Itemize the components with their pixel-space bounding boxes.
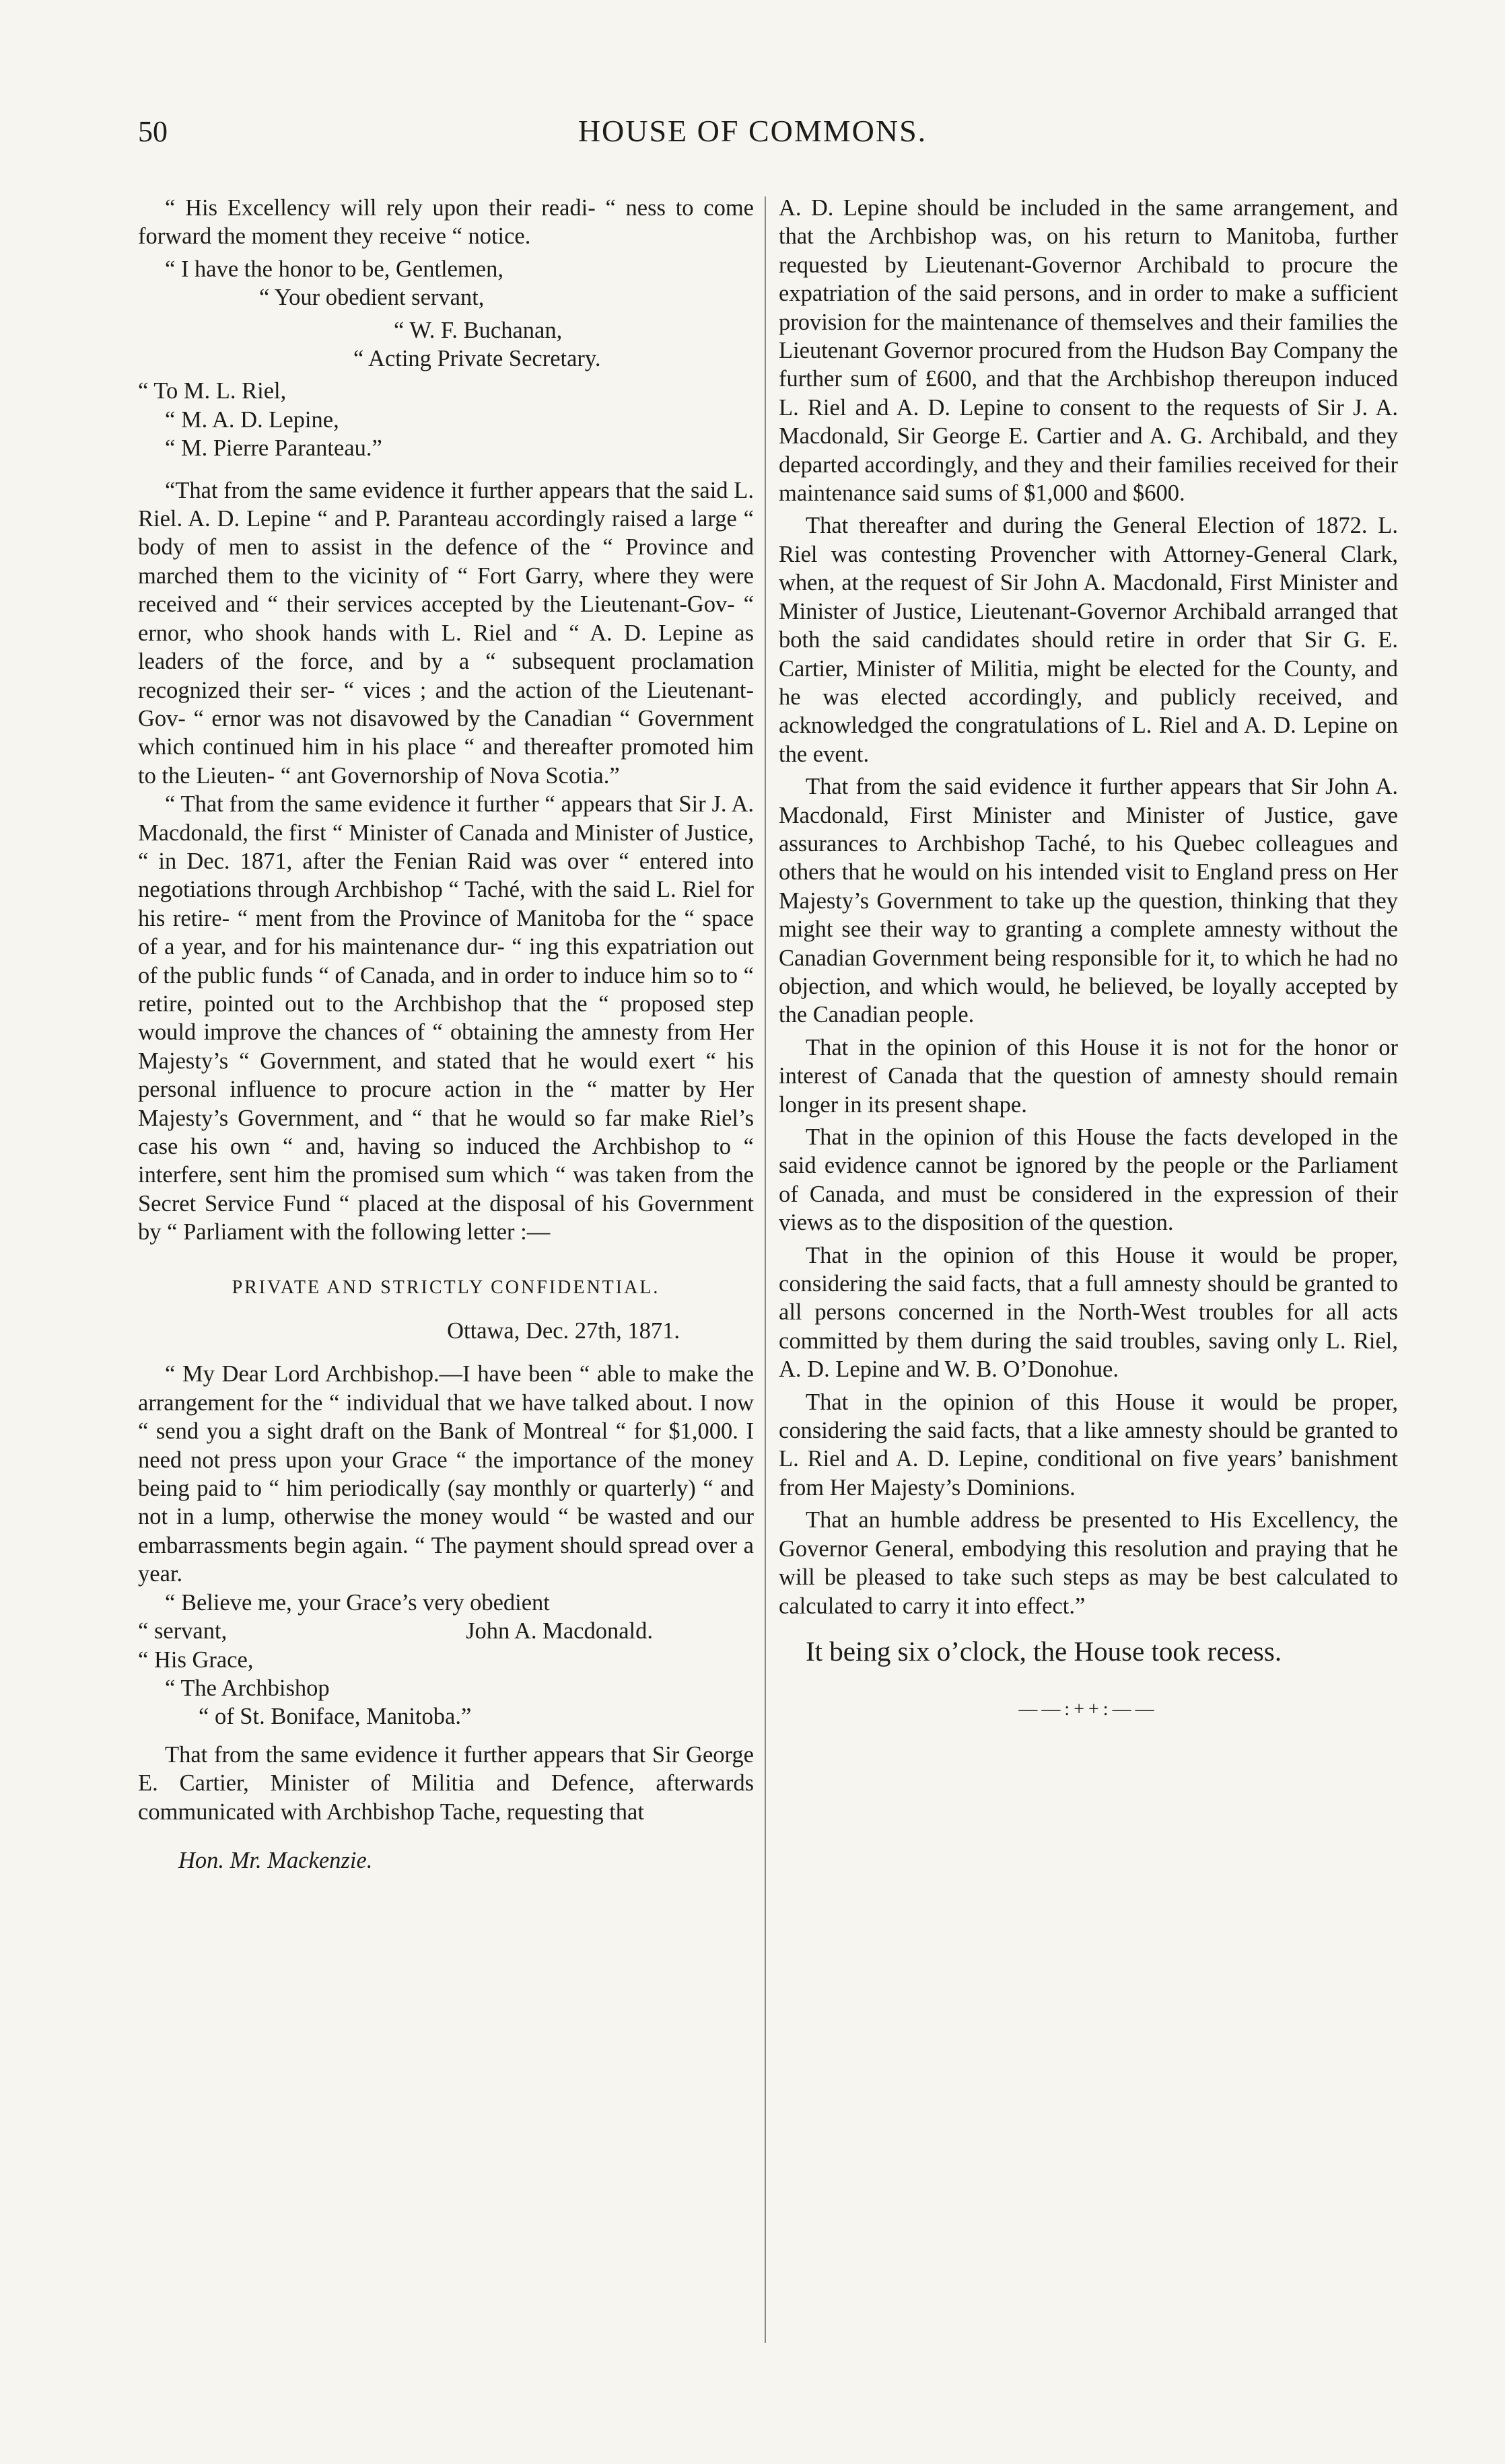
- addressee: “ M. A. D. Lepine,: [165, 406, 339, 433]
- paragraph: “ That from the same evidence it further “ appears that Sir J. A. Macdonald, the first “ Minister of Canada and Minister of Justice, “ in Dec. 1871, after the Fenian Raid was over “ entered into negotiations through Archbishop “ Taché, with the said L. Riel for his retire- “ ment from the Province of Manitoba for the “ space of a year, and for his maintenance dur- “ ing this expatriation out of the public funds “ of Canada, and in order to induce him so to “ retire, pointed out to the Archbishop that the “ proposed step would improve the chances of “ obtaining the amnesty from Her Majesty’s “ Government, and stated that he would exert “ his personal influence to procure action in the “ matter by Her Majesty’s Government, and “ that he would so far make Riel’s case his own “ and, having so induced the Archbishop to “ interfere, sent him the promised sum which “ was taken from the Secret Service Fund “ placed at the disposal of his Government by “ Parliament with the following letter :—: [138, 791, 754, 1245]
- addressee: “ His Grace,: [138, 1646, 254, 1673]
- left-column: [138, 194, 754, 1875]
- section-ornament: ——:++:——: [1018, 1698, 1158, 1720]
- signature-title: “ Acting Private Secretary.: [353, 346, 601, 372]
- addressee: “ The Archbishop: [165, 1675, 330, 1701]
- paragraph: That in the opinion of this House it is not for the honor or interest of Canada that the question of amnesty should remain longer in its present shape.: [779, 1034, 1398, 1118]
- paragraph: That in the opinion of this House it would be proper, considering the said facts, that a full amnesty should be granted to all persons concerned in the North-West troubles for all acts committed by them during the said troubles, saving only L. Riel, A. D. Lepine and W. B. O’Donohue.: [779, 1242, 1398, 1383]
- recess-notice: It being six o’clock, the House took recess.: [806, 1635, 1282, 1667]
- closing-row: [138, 1617, 754, 1645]
- paragraph: That from the said evidence it further appears that Sir John A. Macdonald, First Minister and Minister of Justice, gave assurances to Archbishop Taché, to his Quebec colleagues and others that he would on his intended visit to England press on Her Majesty’s Government to take up the question, thinking that they might see their way to granting a complete amnesty without the Canadian Government being responsible for it, to which he had no objection, and which would, he believed, be loyally accepted by the Canadian people.: [779, 774, 1398, 1028]
- paragraph: That an humble address be presented to His Excellency, the Governor General, embodying this resolution and praying that he will be pleased to take such steps as may be best calculated to calculated to carry it into effect.”: [779, 1507, 1398, 1619]
- closing-signature: John A. Macdonald.: [466, 1618, 653, 1644]
- paragraph: That from the same evidence it further appears that Sir George E. Cartier, Minister of Militia and Defence, afterwards communicated with Archbishop Tache, requesting that: [138, 1741, 754, 1825]
- paragraph: “ Your obedient servant,: [259, 285, 485, 311]
- paragraph: “That from the same evidence it further appears that the said L. Riel. A. D. Lepine “ and P. Paranteau accordingly raised a large “ body of men to assist in the defence of the “ Province and marched them to the vicinity of “ Fort Garry, where they were received and “ their services accepted by the Lieutenant-Gov- “ ernor, who shook hands with L. Riel and “ A. D. Lepine as leaders of the force, and by a “ subsequent proclamation recognized their ser- “ vices ; and the action of the Lieutenant-Gov- “ ernor was not disavowed by the Canadian “ Government which continued him in his place “ and thereafter promoted him to the Lieuten- “ ant Governorship of Nova Scotia.”: [138, 477, 754, 789]
- column-divider: [765, 196, 766, 2343]
- paragraph: “ Believe me, your Grace’s very obedient: [165, 1589, 550, 1616]
- signature-name: “ W. F. Buchanan,: [394, 317, 563, 343]
- dateline: Ottawa, Dec. 27th, 1871.: [447, 1318, 680, 1344]
- paragraph: “ I have the honor to be, Gentlemen,: [165, 256, 503, 282]
- running-title: HOUSE OF COMMONS.: [578, 114, 928, 148]
- paragraph: “ My Dear Lord Archbishop.—I have been “ able to make the arrangement for the “ individual that we have talked about. I now “ send you a sight draft on the Bank of Montreal “ for $1,000. I need not press upon your Grace “ the importance of the money being paid to “ him periodically (say monthly or quarterly) “ and not in a lump, otherwise the money would “ be wasted and our embarrassments begin again. “ The payment should spread over a year.: [138, 1361, 754, 1587]
- addressee: “ M. Pierre Paranteau.”: [165, 435, 382, 462]
- letter-heading: PRIVATE AND STRICTLY CONFIDENTIAL.: [232, 1276, 660, 1298]
- addressee: “ of St. Boniface, Manitoba.”: [199, 1704, 472, 1730]
- paragraph: “ His Excellency will rely upon their readi- “ ness to come forward the moment they receive “ notice.: [138, 195, 754, 250]
- paragraph: That in the opinion of this House it would be proper, considering the said facts, that a like amnesty should be granted to L. Riel and A. D. Lepine, conditional on five years’ banishment from Her Majesty’s Dominions.: [779, 1389, 1398, 1500]
- addressee: “ To M. L. Riel,: [138, 378, 287, 404]
- paragraph: That thereafter and during the General Election of 1872. L. Riel was contesting Provencher with Attorney-General Clark, when, at the request of Sir John A. Macdonald, First Minister and Minister of Justice, Lieutenant-Governor Archibald arranged that both the said candidates should retire in order that Sir G. E. Cartier, Minister of Militia, might be elected for the County, and he was elected accordingly, and publicly received, and acknowledged the congratulations of L. Riel and A. D. Lepine on the event.: [779, 513, 1398, 767]
- closing-servant: “ servant,: [138, 1618, 228, 1644]
- speaker-signature: Hon. Mr. Mackenzie.: [178, 1847, 373, 1873]
- paragraph: A. D. Lepine should be included in the same arrangement, and that the Archbishop was, on his return to Manitoba, further requested by Lieutenant-Governor Archibald to procure the expatriation of the said persons, and in order to make a sufficient provision for the maintenance of themselves and their families the Lieutenant Governor procured from the Hudson Bay Company the further sum of £600, and that the Archbishop thereupon induced L. Riel and A. D. Lepine to consent to the requests of Sir J. A. Macdonald, Sir George E. Cartier and A. G. Archibald, and they departed accordingly, and they and their families received for their maintenance said sums of $1,000 and $600.: [779, 195, 1398, 507]
- page-number: 50: [138, 115, 168, 148]
- paragraph: That in the opinion of this House the facts developed in the said evidence cannot be ignored by the people or the Parliament of Canada, and must be considered in the expression of their views as to the disposition of the question.: [779, 1124, 1398, 1236]
- right-column: [779, 194, 1398, 1724]
- page-header: [0, 0, 1505, 155]
